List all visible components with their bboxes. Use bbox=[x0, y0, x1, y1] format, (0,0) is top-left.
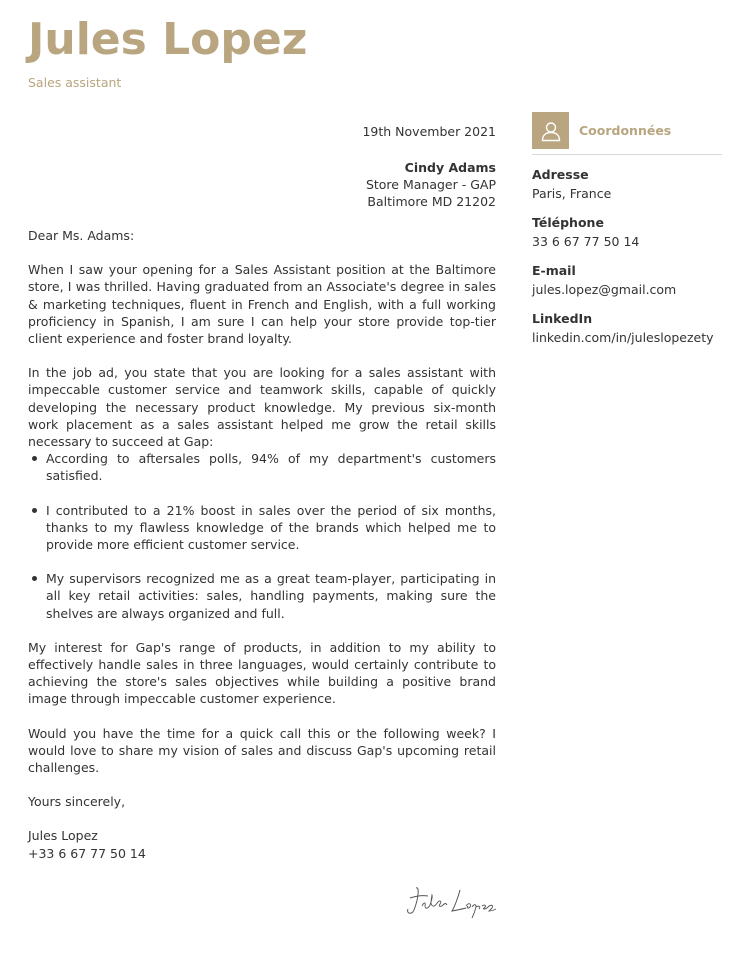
letter-date: 19th November 2021 bbox=[362, 124, 496, 139]
candidate-name: Jules Lopez bbox=[28, 14, 308, 65]
bullet-icon bbox=[32, 576, 37, 581]
recipient-name: Cindy Adams bbox=[404, 160, 496, 175]
contact-value: 33 6 67 77 50 14 bbox=[532, 234, 640, 249]
letter-body bbox=[28, 227, 496, 862]
closing-block bbox=[28, 827, 496, 861]
contact-header bbox=[532, 112, 722, 149]
contact-label: Téléphone bbox=[532, 215, 604, 230]
paragraph-call: Would you have the time for a quick call this or the following week? I would love to share my vision of sales and discuss Gap's upcoming retail challenges. bbox=[28, 725, 496, 776]
contact-address bbox=[532, 167, 722, 203]
contact-label: E-mail bbox=[532, 263, 576, 278]
closing-phone: +33 6 67 77 50 14 bbox=[28, 845, 146, 861]
contact-sidebar bbox=[532, 112, 722, 347]
list-item bbox=[28, 570, 496, 622]
signature-image bbox=[402, 880, 502, 920]
contact-label: LinkedIn bbox=[532, 311, 593, 326]
contact-email bbox=[532, 263, 722, 299]
list-item bbox=[28, 450, 496, 484]
recipient-title: Store Manager - GAP bbox=[365, 177, 496, 192]
contact-value: linkedin.com/in/juleslopezety bbox=[532, 330, 714, 345]
paragraph-interest: My interest for Gap's range of products, in addition to my ability to effectively handle sales in three languages, would certainly contribute to achieving the store's sales objectives while building a positive brand image through impeccable customer experience. bbox=[28, 639, 496, 707]
paragraph-job-ad: In the job ad, you state that you are looking for a sales assistant with impeccable customer service and teamwork skills, capable of quickly developing the necessary product knowledge. My previous six-month work placement as a sales assistant helped me grow the retail skills necessary to succeed at Gap: bbox=[28, 365, 496, 450]
divider bbox=[532, 154, 722, 155]
user-icon bbox=[532, 112, 569, 149]
contact-value: jules.lopez@gmail.com bbox=[532, 282, 677, 297]
contact-label: Adresse bbox=[532, 167, 589, 182]
contact-phone bbox=[532, 215, 722, 251]
paragraph-intro: When I saw your opening for a Sales Assistant position at the Baltimore store, I was thrilled. Having graduated from an Associate's degree in sales & marketing techniques, fluent in French and English, with a full working proficiency in Spanish, I am sure I can help your store provide top-tier client experience and foster brand loyalty. bbox=[28, 262, 496, 347]
bullet-text: I contributed to a 21% boost in sales over the period of six months, thanks to my flawless knowledge of the brands which helped me to provide more efficient customer service. bbox=[46, 502, 496, 553]
contact-value: Paris, France bbox=[532, 186, 612, 201]
bullet-text: According to aftersales polls, 94% of my department's customers satisfied. bbox=[46, 451, 496, 484]
list-item bbox=[28, 502, 496, 554]
closing-name: Jules Lopez bbox=[28, 828, 98, 844]
candidate-role: Sales assistant bbox=[28, 75, 122, 90]
recipient-address: Baltimore MD 21202 bbox=[367, 194, 496, 209]
bullet-icon bbox=[32, 508, 37, 513]
bullet-icon bbox=[32, 456, 37, 461]
achievements-list bbox=[28, 450, 496, 622]
salutation: Dear Ms. Adams: bbox=[28, 228, 135, 243]
signoff: Yours sincerely, bbox=[28, 794, 126, 810]
recipient-block bbox=[366, 159, 496, 210]
contact-title: Coordonnées bbox=[579, 123, 672, 138]
bullet-text: My supervisors recognized me as a great team-player, participating in all key retail activities: sales, handling payments, making sure the shelves are always organized and full. bbox=[46, 571, 496, 621]
contact-linkedin bbox=[532, 311, 722, 347]
